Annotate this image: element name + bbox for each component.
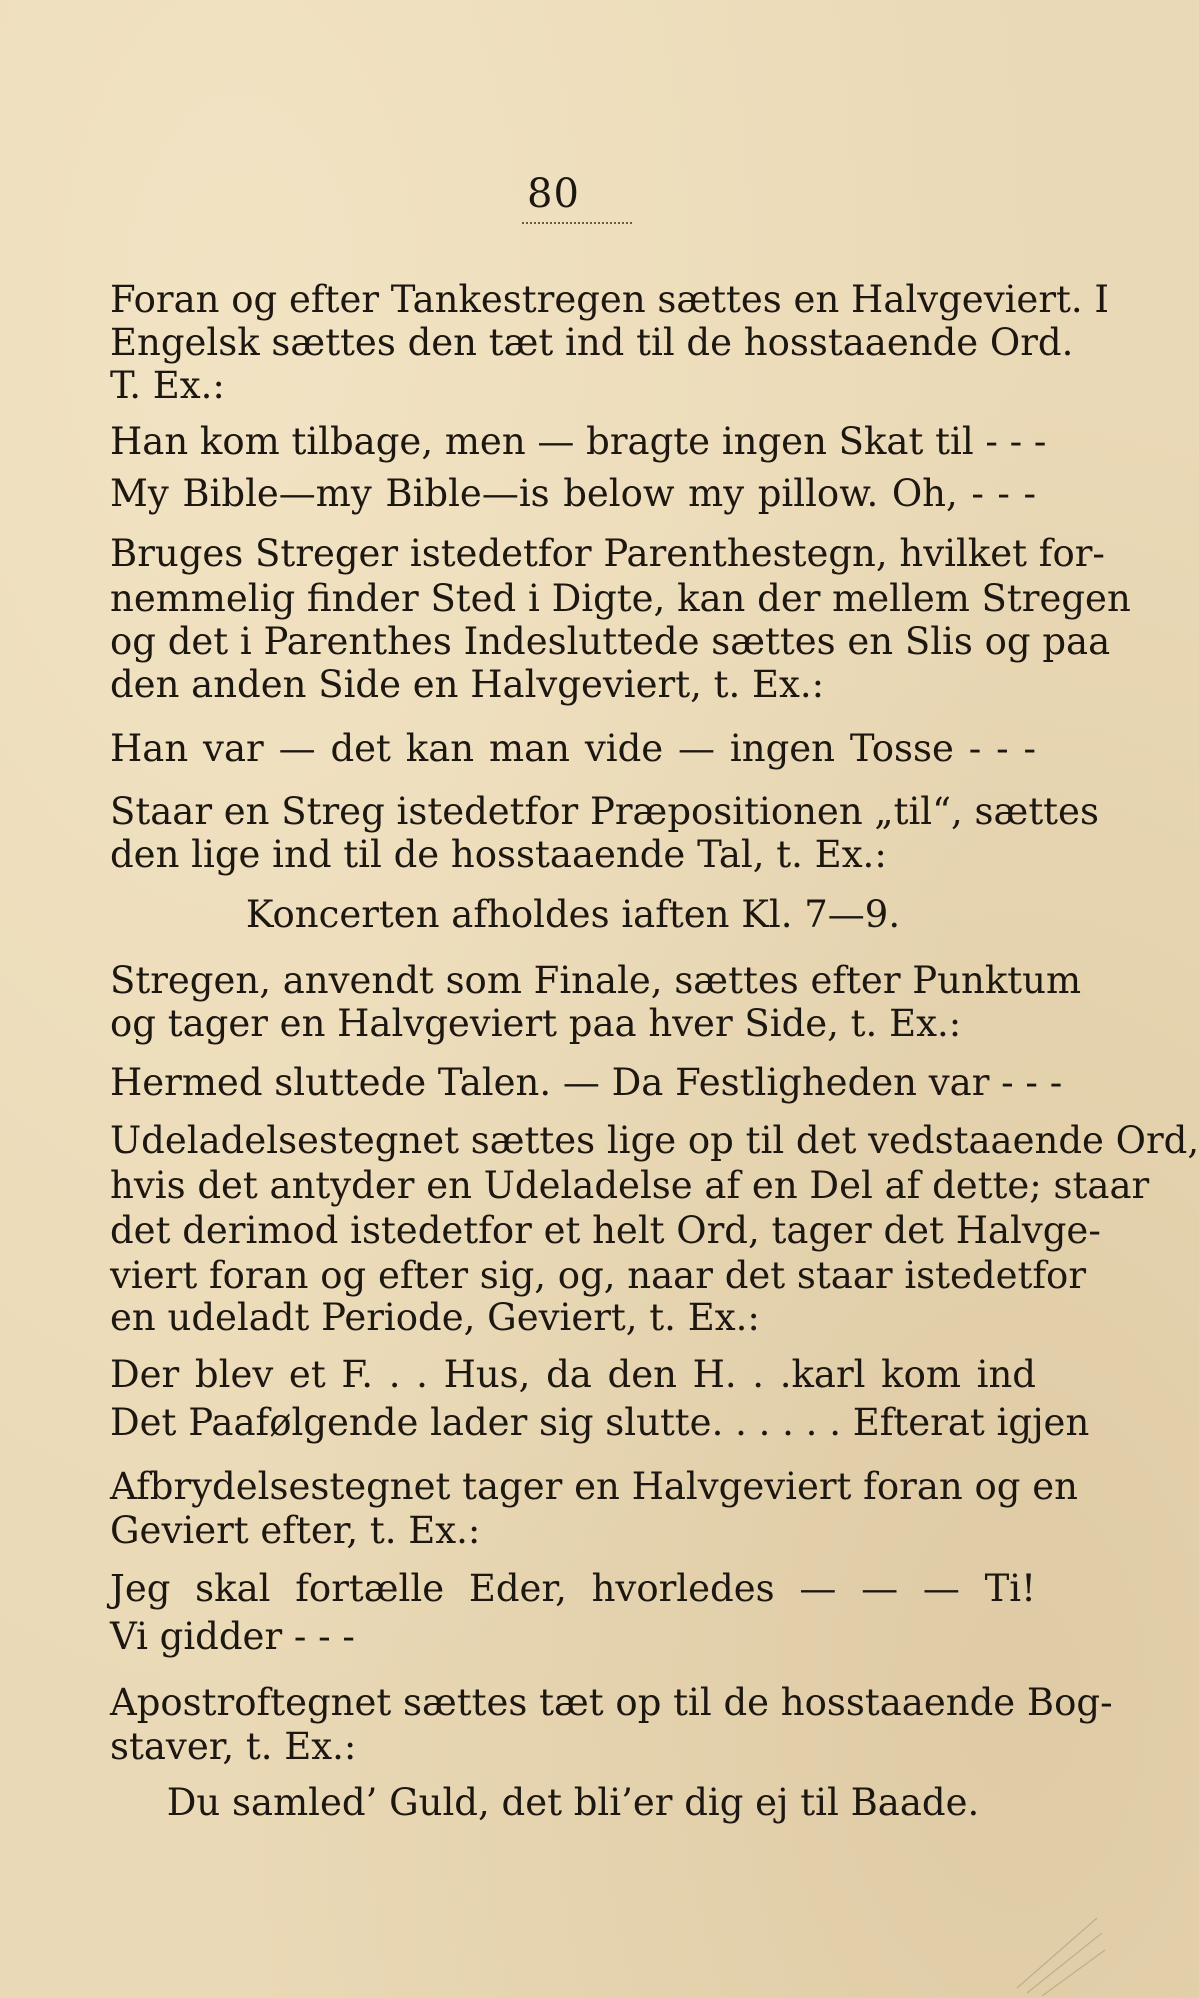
example-line-1: Han kom tilbage, men — bragte ingen Skat til - - - bbox=[110, 420, 1047, 463]
text-line-2: Engelsk sættes den tæt ind til de hosstaaende Ord. bbox=[110, 321, 1074, 364]
text-line-12: Udeladelsestegnet sættes lige op til det vedstaaende Ord, bbox=[110, 1119, 1199, 1162]
example-line-4: Koncerten afholdes iaften Kl. 7—9. bbox=[245, 893, 901, 936]
text-line-15: viert foran og efter sig, og, naar det staar istedetfor bbox=[110, 1254, 1087, 1297]
text-line-19: Apostroftegnet sættes tæt op til de hosstaaende Bog- bbox=[110, 1681, 1113, 1724]
text-line-16: en udeladt Periode, Geviert, t. Ex.: bbox=[110, 1296, 760, 1339]
text-line-4: Bruges Streger istedetfor Parenthestegn, hvilket for- bbox=[110, 532, 1105, 575]
text-line-17: Afbrydelsestegnet tager en Halvgeviert foran og en bbox=[110, 1465, 1078, 1508]
example-line-6: Der blev et F. . . Hus, da den H. . .karl kom ind bbox=[110, 1353, 1036, 1396]
text-line-1: Foran og efter Tankestregen sættes en Halvgeviert. I bbox=[110, 278, 1110, 321]
text-line-14: det derimod istedetfor et helt Ord, tager det Halvge- bbox=[110, 1209, 1101, 1252]
text-line-20: staver, t. Ex.: bbox=[110, 1725, 357, 1768]
example-line-5: Hermed sluttede Talen. — Da Festligheden var - - - bbox=[110, 1061, 1063, 1104]
text-line-6: og det i Parenthes Indesluttede sættes en Slis og paa bbox=[110, 620, 1111, 663]
margin-pencil-mark bbox=[997, 1858, 1107, 1998]
example-line-7: Det Paafølgende lader sig slutte. . . . . . Efterat igjen bbox=[110, 1401, 1090, 1444]
page-number-rule bbox=[522, 222, 632, 224]
page-number: 80 bbox=[527, 171, 580, 217]
example-line-3: Han var — det kan man vide — ingen Tosse - - - bbox=[110, 727, 1036, 770]
text-line-11: og tager en Halvgeviert paa hver Side, t. Ex.: bbox=[110, 1002, 962, 1045]
example-line-2: My Bible—my Bible—is below my pillow. Oh, - - - bbox=[110, 472, 1036, 515]
text-line-5: nemmelig finder Sted i Digte, kan der mellem Stregen bbox=[110, 577, 1131, 620]
text-line-7: den anden Side en Halvgeviert, t. Ex.: bbox=[110, 663, 825, 706]
text-line-8: Staar en Streg istedetfor Præpositionen „til“, sættes bbox=[110, 790, 1099, 833]
text-line-10: Stregen, anvendt som Finale, sættes efter Punktum bbox=[110, 959, 1082, 1002]
example-line-9: Vi gidder - - - bbox=[110, 1615, 355, 1658]
text-line-9: den lige ind til de hosstaaende Tal, t. Ex.: bbox=[110, 833, 887, 876]
text-line-3: T. Ex.: bbox=[110, 364, 225, 407]
example-line-8: Jeg skal fortælle Eder, hvorledes — — — Ti! bbox=[110, 1567, 1036, 1610]
text-line-13: hvis det antyder en Udeladelse af en Del af dette; staar bbox=[110, 1164, 1150, 1207]
example-line-10: Du samled’ Guld, det bli’er dig ej til Baade. bbox=[166, 1781, 980, 1824]
text-line-18: Geviert efter, t. Ex.: bbox=[110, 1509, 481, 1552]
